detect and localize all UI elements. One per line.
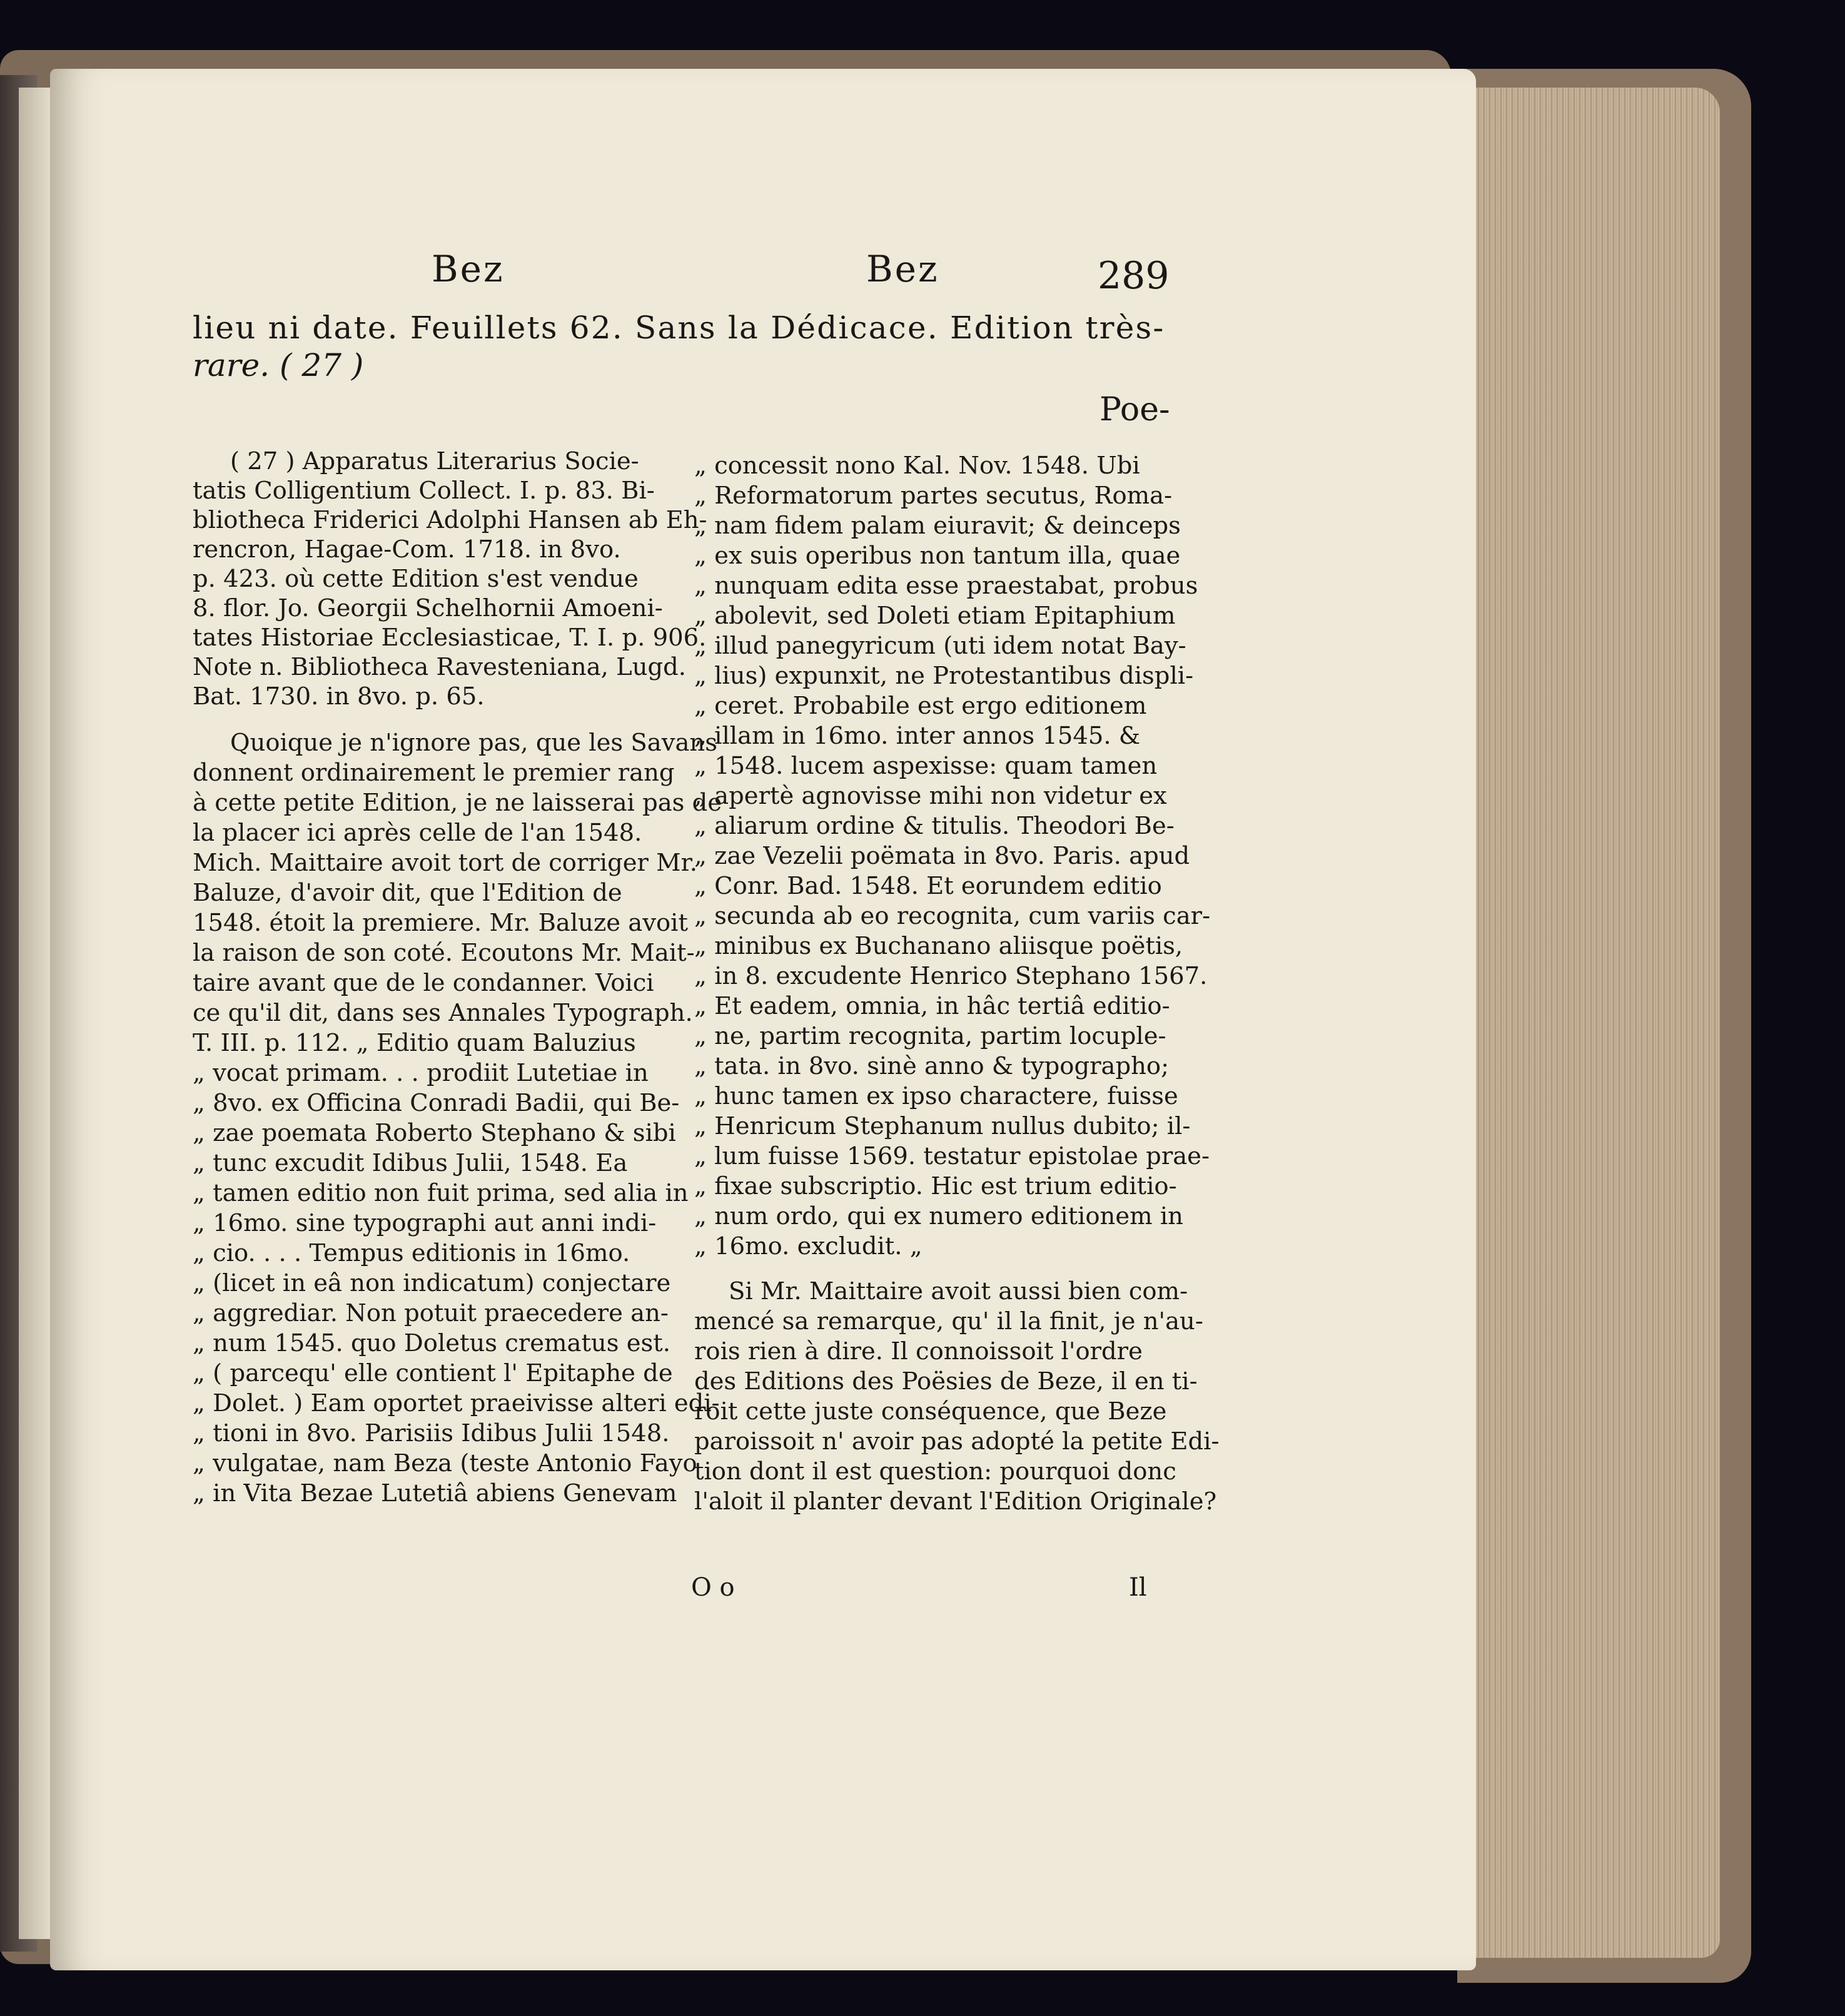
- right-line-32: roit cette juste conséquence, que Beze: [694, 1397, 1167, 1426]
- left-line-15: Baluze, d'avoir dit, que l'Edition de: [193, 879, 622, 907]
- left-line-3: bliotheca Friderici Adolphi Hansen ab Eh-: [193, 506, 707, 534]
- left-line-12: à cette petite Edition, je ne laisserai pas de: [193, 789, 722, 817]
- right-line-34: tion dont il est question: pourquoi donc: [694, 1457, 1176, 1486]
- left-line-29: „ aggrediar. Non potuit praecedere an-: [193, 1299, 669, 1327]
- right-line-18: „ in 8. excudente Henrico Stephano 1567.: [694, 962, 1208, 990]
- left-line-11: donnent ordinairement le premier rang: [193, 759, 675, 787]
- top-text-line-1: lieu ni date. Feuillets 62. Sans la Dédicace. Edition très-: [193, 310, 1165, 346]
- left-line-17: la raison de son coté. Ecoutons Mr. Mait-: [193, 939, 695, 967]
- left-line-16: 1548. étoit la premiere. Mr. Baluze avoit: [193, 909, 688, 937]
- left-line-2: tatis Colligentium Collect. I. p. 83. Bi-: [193, 477, 655, 505]
- right-line-8: „ lius) expunxit, ne Protestantibus displi-: [694, 662, 1194, 690]
- right-line-13: „ aliarum ordine & titulis. Theodori Be-: [694, 812, 1175, 840]
- book-page: [50, 69, 1476, 1970]
- right-line-23: „ Henricum Stephanum nullus dubito; il-: [694, 1112, 1191, 1140]
- running-head-left: Bez: [432, 248, 505, 290]
- left-line-26: „ 16mo. sine typographi aut anni indi-: [193, 1209, 657, 1237]
- left-line-6: 8. flor. Jo. Georgii Schelhornii Amoeni-: [193, 594, 663, 622]
- left-line-34: „ vulgatae, nam Beza (teste Antonio Fayo: [193, 1449, 697, 1477]
- right-line-9: „ ceret. Probabile est ergo editionem: [694, 692, 1147, 720]
- catchword-top: Poe-: [1099, 391, 1170, 428]
- left-line-35: „ in Vita Bezae Lutetiâ abiens Genevam: [193, 1479, 677, 1507]
- left-line-22: „ 8vo. ex Officina Conradi Badii, qui Be-: [193, 1089, 680, 1117]
- catchword-bottom: Il: [1129, 1573, 1147, 1602]
- left-line-18: taire avant que de le condanner. Voici: [193, 969, 654, 997]
- right-line-35: l'aloit il planter devant l'Edition Originale?: [694, 1487, 1217, 1516]
- left-line-24: „ tunc excudit Idibus Julii, 1548. Ea: [193, 1149, 628, 1177]
- right-line-15: „ Conr. Bad. 1548. Et eorundem editio: [694, 872, 1162, 900]
- right-line-14: „ zae Vezelii poëmata in 8vo. Paris. apud: [694, 842, 1190, 870]
- left-line-5: p. 423. où cette Edition s'est vendue: [193, 565, 639, 593]
- left-line-31: „ ( parcequ' elle contient l' Epitaphe de: [193, 1359, 673, 1387]
- page-block-edge: [1463, 88, 1720, 1958]
- left-line-28: „ (licet in eâ non indicatum) conjectare: [193, 1269, 671, 1297]
- right-line-26: „ num ordo, qui ex numero editionem in: [694, 1202, 1183, 1230]
- right-line-24: „ lum fuisse 1569. testatur epistolae prae-: [694, 1142, 1210, 1170]
- left-line-25: „ tamen editio non fuit prima, sed alia in: [193, 1179, 689, 1207]
- right-line-7: „ illud panegyricum (uti idem notat Bay-: [694, 632, 1186, 660]
- right-line-1: „ concessit nono Kal. Nov. 1548. Ubi: [694, 452, 1140, 480]
- right-line-3: „ nam fidem palam eiuravit; & deinceps: [694, 512, 1181, 540]
- left-line-30: „ num 1545. quo Doletus crematus est.: [193, 1329, 670, 1357]
- right-line-11: „ 1548. lucem aspexisse: quam tamen: [694, 752, 1158, 780]
- left-line-21: „ vocat primam. . . prodiit Lutetiae in: [193, 1059, 649, 1087]
- left-line-27: „ cio. . . . Tempus editionis in 16mo.: [193, 1239, 630, 1267]
- signature-mark: O o: [691, 1573, 735, 1602]
- right-line-2: „ Reformatorum partes secutus, Roma-: [694, 482, 1173, 510]
- left-line-23: „ zae poemata Roberto Stephano & sibi: [193, 1119, 676, 1147]
- right-line-31: des Editions des Poësies de Beze, il en ti-: [694, 1367, 1198, 1395]
- right-line-12: „ apertè agnovisse mihi non videtur ex: [694, 782, 1167, 810]
- left-line-9: Bat. 1730. in 8vo. p. 65.: [193, 682, 485, 711]
- right-line-25: „ fixae subscriptio. Hic est trium editio-: [694, 1172, 1177, 1200]
- right-line-20: „ ne, partim recognita, partim locuple-: [694, 1022, 1166, 1050]
- left-line-32: „ Dolet. ) Eam oportet praeivisse alteri edi-: [193, 1389, 720, 1417]
- running-head-center: Bez: [866, 248, 939, 290]
- left-line-1: ( 27 ) Apparatus Literarius Socie-: [230, 447, 639, 475]
- left-line-13: la placer ici après celle de l'an 1548.: [193, 819, 642, 847]
- right-line-6: „ abolevit, sed Doleti etiam Epitaphium: [694, 602, 1176, 630]
- right-line-30: rois rien à dire. Il connoissoit l'ordre: [694, 1337, 1143, 1365]
- left-line-7: tates Historiae Ecclesiasticae, T. I. p. 906.: [193, 624, 707, 652]
- left-line-20: T. III. p. 112. „ Editio quam Baluzius: [193, 1029, 636, 1057]
- left-line-8: Note n. Bibliotheca Ravesteniana, Lugd.: [193, 653, 687, 681]
- right-line-19: „ Et eadem, omnia, in hâc tertiâ editio-: [694, 992, 1170, 1020]
- right-line-33: paroissoit n' avoir pas adopté la petite Edi-: [694, 1427, 1220, 1456]
- left-line-4: rencron, Hagae-Com. 1718. in 8vo.: [193, 535, 621, 564]
- right-line-29: mencé sa remarque, qu' il la finit, je n'au-: [694, 1307, 1203, 1335]
- left-line-33: „ tioni in 8vo. Parisiis Idibus Julii 1548.: [193, 1419, 670, 1447]
- right-line-28: Si Mr. Maittaire avoit aussi bien com-: [729, 1277, 1188, 1305]
- right-line-10: „ illam in 16mo. inter annos 1545. &: [694, 722, 1141, 750]
- top-text-line-2: rare. ( 27 ): [193, 347, 364, 383]
- right-line-22: „ hunc tamen ex ipso charactere, fuisse: [694, 1082, 1178, 1110]
- left-line-10: Quoique je n'ignore pas, que les Savans: [230, 729, 717, 757]
- left-line-19: ce qu'il dit, dans ses Annales Typograph.: [193, 999, 693, 1027]
- right-line-4: „ ex suis operibus non tantum illa, quae: [694, 542, 1181, 570]
- left-line-14: Mich. Maittaire avoit tort de corriger Mr.: [193, 849, 697, 877]
- right-line-17: „ minibus ex Buchanano aliisque poëtis,: [694, 932, 1183, 960]
- right-line-27: „ 16mo. excludit. „: [694, 1232, 922, 1260]
- right-line-5: „ nunquam edita esse praestabat, probus: [694, 572, 1198, 600]
- right-line-16: „ secunda ab eo recognita, cum variis car-: [694, 902, 1211, 930]
- right-line-21: „ tata. in 8vo. sinè anno & typographo;: [694, 1052, 1170, 1080]
- page-number: 289: [1098, 254, 1170, 298]
